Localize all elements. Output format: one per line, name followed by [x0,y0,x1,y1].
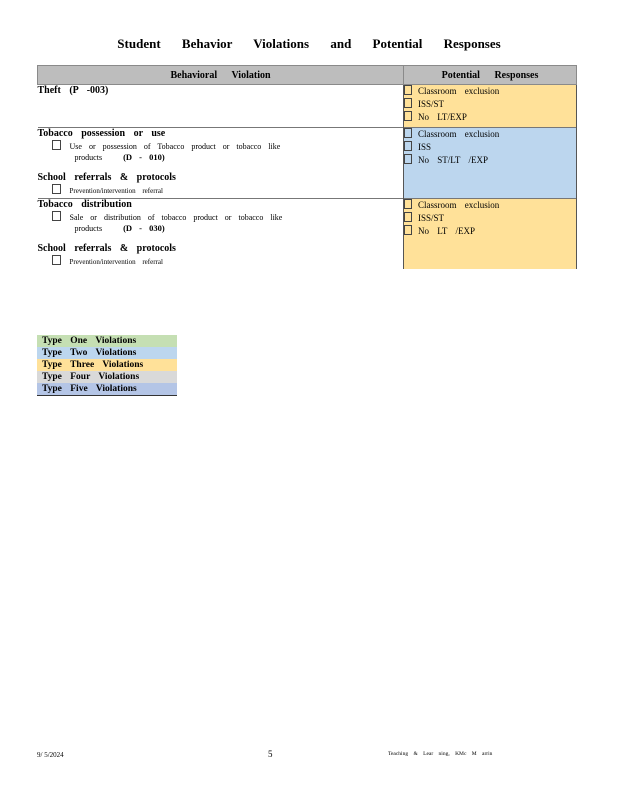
violations-table [37,65,577,269]
checkbox-icon [52,211,61,221]
responses-cell [404,85,577,128]
checkbox-icon [404,225,412,235]
violation-bullet: Sale or distribution of tobacco product or tobacco like [38,211,404,223]
violation-title: Theft (P -003) [37,85,109,96]
violation-bullet-cont: products (D - 030) [74,223,165,233]
violation-cell [38,199,404,270]
response-item: ISS/ST [404,98,576,111]
violation-type-legend [37,335,177,396]
violation-cell [38,85,404,128]
legend-type-four: Type Four Violations [37,371,177,383]
violation-subtitle: School referrals & protocols [37,243,176,254]
checkbox-icon [404,154,412,164]
table-header-row [38,66,577,85]
legend-type-three: Type Three Violations [37,359,177,371]
checkbox-icon [52,255,61,265]
checkbox-icon [404,85,412,95]
legend-type-one: Type One Violations [37,335,177,347]
violation-bullet: Use or possession of Tobacco product or tobacco like [38,140,404,152]
response-item: Classroom exclusion [404,199,576,212]
legend-type-five: Type Five Violations [37,383,177,396]
response-item: Classroom exclusion [404,85,576,98]
checkbox-icon [404,212,412,222]
response-item: ISS [404,141,576,154]
checkbox-icon [404,111,412,121]
responses-cell [404,128,577,199]
table-row [38,199,577,270]
violation-sub-bullet: Prevention/intervention referral [38,184,404,197]
table-row [38,128,577,199]
footer-department: Teaching & Lear ning, KMc M arrin [388,751,493,757]
table-row [38,85,577,128]
violation-subtitle: School referrals & protocols [37,172,176,183]
page-title: Student Behavior Violations and Potential Responses [117,36,501,51]
checkbox-icon [404,128,412,138]
violation-bullet-cont: products (D - 010) [74,152,165,162]
violation-cell [38,128,404,199]
violation-title: Tobacco distribution [37,199,132,210]
violation-title: Tobacco possession or use [37,128,166,139]
checkbox-icon [52,184,61,194]
response-item: Classroom exclusion [404,128,576,141]
legend-type-two: Type Two Violations [37,347,177,359]
header-violation: Behavioral Violation [38,66,404,85]
checkbox-icon [52,140,61,150]
checkbox-icon [404,199,412,209]
footer-page-number: 5 [268,749,273,759]
checkbox-icon [404,141,412,151]
responses-cell [404,199,577,270]
response-item: No ST/LT /EXP [404,154,576,167]
violation-sub-bullet: Prevention/intervention referral [38,255,404,268]
response-item: ISS/ST [404,212,576,225]
response-item: No LT /EXP [404,225,576,238]
header-responses: Potential Responses [404,66,577,85]
checkbox-icon [404,98,412,108]
response-item: No LT/EXP [404,111,576,124]
footer-date: 9/ 5/2024 [37,751,64,759]
